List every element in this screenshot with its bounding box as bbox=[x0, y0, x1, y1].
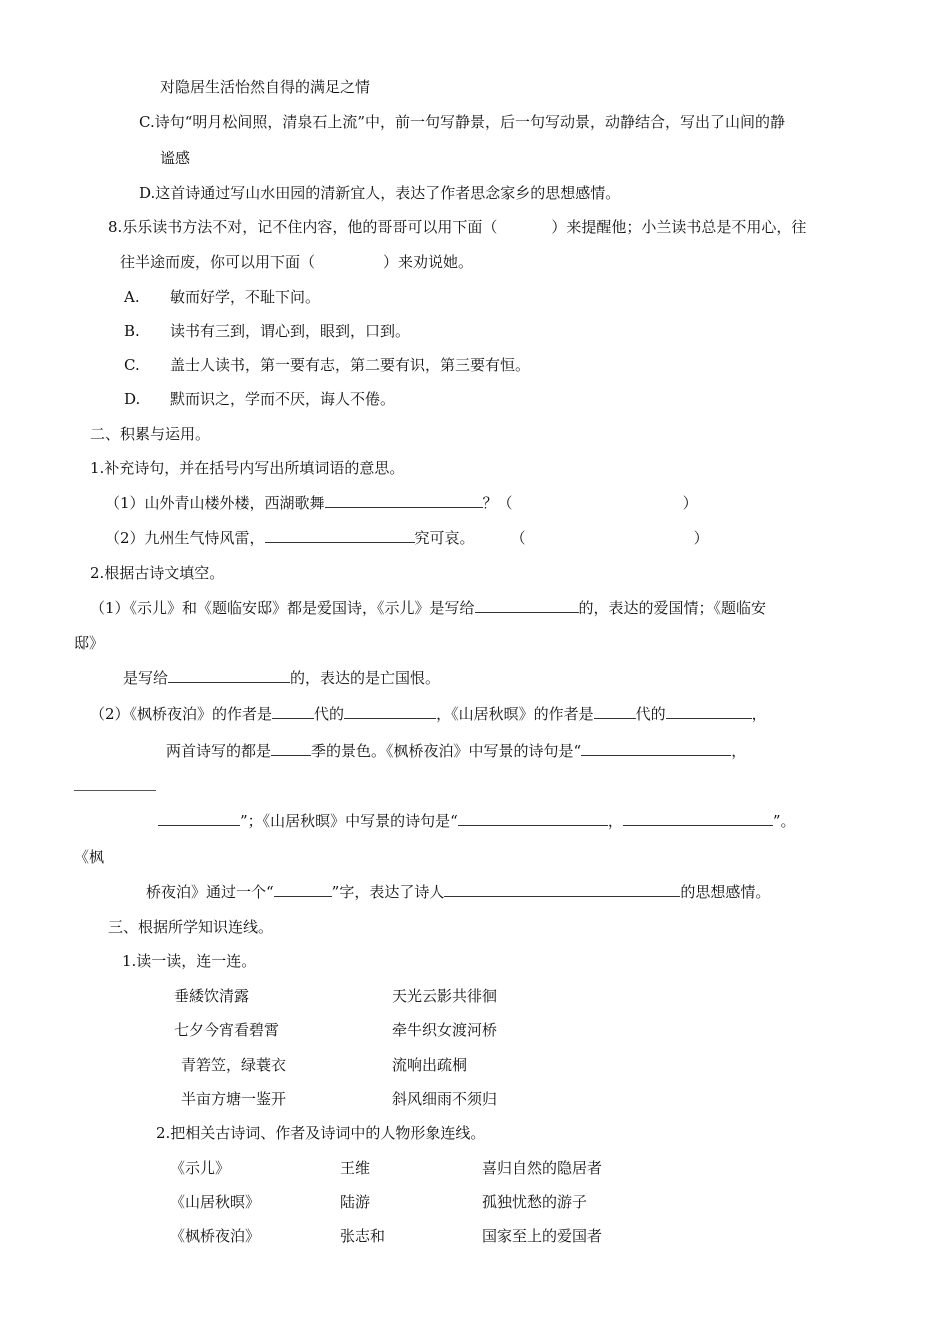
s2-q1-item1-paren-open: ？（ bbox=[482, 494, 513, 512]
s2-q2-p2-blank-3[interactable] bbox=[594, 704, 636, 719]
s2-q2-p4-wrap: 《枫 bbox=[74, 848, 105, 866]
s2-q2-p3-text-1: 两首诗写的都是 bbox=[166, 742, 272, 760]
s3-q2-poem[interactable]: 《山居秋暝》 bbox=[170, 1193, 261, 1211]
option-text: 盖士人读书，第一要有志，第二要有识，第三要有恒。 bbox=[170, 356, 531, 374]
q8-line2-part2: ）来劝说她。 bbox=[383, 253, 474, 271]
s2-q2-p4-blank-3[interactable] bbox=[623, 811, 773, 826]
s2-q2-p5-line bbox=[146, 881, 770, 903]
section-3-heading: 三、根据所学知识连线。 bbox=[108, 918, 274, 936]
q8-line1-part2: ）来提醒他；小兰读书总是不用心，往 bbox=[551, 218, 807, 236]
s2-q2-p4-blank-2[interactable] bbox=[458, 811, 608, 826]
s3-q1-right-item[interactable]: 牵牛织女渡河桥 bbox=[392, 1021, 498, 1039]
s2-q1-item1-paren-close: ） bbox=[682, 494, 698, 512]
s3-q1-left-item[interactable]: 半亩方塘一鉴开 bbox=[181, 1090, 287, 1108]
s2-q2-p1-blank-2[interactable] bbox=[168, 668, 290, 683]
s2-q1-item2-paren-open: （ bbox=[510, 529, 526, 547]
option-text: 读书有三到，谓心到，眼到，口到。 bbox=[170, 322, 411, 340]
s2-q2-p1-text-1: （1）《示儿》和《题临安邸》都是爱国诗，《示儿》是写给 bbox=[90, 599, 475, 617]
s2-q2-p1-blank-1[interactable] bbox=[475, 598, 579, 613]
s2-q1-item2 bbox=[105, 527, 709, 549]
s2-q2-p5-text-3: 的思想感情。 bbox=[680, 883, 771, 901]
s2-q1-item2-paren-close: ） bbox=[693, 529, 709, 547]
s2-q1-item1-blank[interactable] bbox=[325, 493, 483, 508]
section-2-heading: 二、积累与运用。 bbox=[90, 425, 211, 443]
s3-q1-right-item[interactable]: 流响出疏桐 bbox=[392, 1056, 468, 1074]
s3-q2-author[interactable]: 张志和 bbox=[340, 1227, 386, 1245]
s3-q1-title: 1.读一读，连一连。 bbox=[122, 952, 257, 970]
s2-q1-title: 1.补充诗句，并在括号内写出所填词语的意思。 bbox=[90, 459, 405, 477]
s2-q2-p5-text-1: 桥夜泊》通过一个“ bbox=[146, 883, 274, 901]
q8-option-b bbox=[124, 320, 410, 342]
s2-q2-p4-text-1: ”；《山居秋暝》中写景的诗句是“ bbox=[240, 812, 458, 830]
q8-line1 bbox=[108, 216, 806, 238]
q8-line2-part1: 往半途而废，你可以用下面（ bbox=[120, 253, 316, 271]
s2-q2-p1-line2: 邸》 bbox=[74, 634, 105, 652]
s2-q2-p2-line1 bbox=[90, 703, 767, 725]
option-label: D. bbox=[124, 390, 141, 408]
s2-q2-p4-text-2: ， bbox=[607, 812, 623, 830]
s2-q2-p3-text-3: ， bbox=[731, 742, 747, 760]
q8-line1-part1: 8.乐乐读书方法不对，记不住内容，他的哥哥可以用下面（ bbox=[108, 218, 498, 236]
s2-q2-p3-blank-1[interactable] bbox=[271, 741, 311, 756]
q7-option-b-continuation: 对隐居生活怡然自得的满足之情 bbox=[160, 78, 371, 96]
option-label: A. bbox=[124, 288, 140, 306]
s2-q2-p2-text-4: 代的 bbox=[635, 705, 666, 723]
s2-q1-item1-text: （1）山外青山楼外楼，西湖歌舞 bbox=[105, 494, 325, 512]
s3-q1-left-item[interactable]: 垂緌饮清露 bbox=[174, 987, 250, 1005]
s2-q2-p3-blank-2[interactable] bbox=[581, 741, 731, 756]
s3-q2-poem[interactable]: 《枫桥夜泊》 bbox=[170, 1227, 261, 1245]
s2-q1-item2-text: （2）九州生气恃风雷， bbox=[105, 529, 265, 547]
s2-q2-p2-text-3: ，《山居秋暝》的作者是 bbox=[436, 705, 594, 723]
option-text: 默而识之，学而不厌，诲人不倦。 bbox=[170, 390, 396, 408]
q8-option-c bbox=[124, 354, 530, 376]
s2-q2-p4-line bbox=[158, 810, 796, 832]
s2-q1-item2-blank[interactable] bbox=[265, 528, 415, 543]
s2-q2-p2-blank-2[interactable] bbox=[344, 704, 436, 719]
s3-q2-poem[interactable]: 《示儿》 bbox=[170, 1159, 231, 1177]
s2-q1-item2-text-2: 究可哀。 bbox=[414, 529, 475, 547]
s2-q2-p4-text-3: ”。 bbox=[772, 812, 796, 830]
s3-q2-author[interactable]: 王维 bbox=[340, 1159, 371, 1177]
s2-q2-p5-blank-1[interactable] bbox=[274, 882, 332, 897]
q8-line2 bbox=[120, 251, 473, 273]
option-text: 敏而好学，不耻下问。 bbox=[170, 288, 321, 306]
s2-q1-item1 bbox=[105, 492, 698, 514]
q7-option-c-line1: C.诗句“明月松间照，清泉石上流”中，前一句写静景，后一句写动景，动静结合，写出了山间的静 bbox=[139, 113, 786, 131]
q7-option-d: D.这首诗通过写山水田园的清新宜人，表达了作者思念家乡的思想感情。 bbox=[139, 184, 621, 202]
s3-q2-image[interactable]: 国家至上的爱国者 bbox=[482, 1227, 603, 1245]
s2-q2-p2-text-5: ， bbox=[751, 705, 767, 723]
s3-q1-right-item[interactable]: 天光云影共徘徊 bbox=[392, 987, 498, 1005]
q7-option-c-line2: 谧感 bbox=[160, 149, 191, 167]
s2-q2-p3-line bbox=[166, 740, 746, 762]
s2-q2-p2-blank-4[interactable] bbox=[666, 704, 752, 719]
q8-option-d bbox=[124, 388, 395, 410]
s3-q1-left-item[interactable]: 青箬笠，绿蓑衣 bbox=[181, 1056, 287, 1074]
s2-q2-p1-text-3: 是写给 bbox=[123, 669, 169, 687]
s2-q2-p1-line1 bbox=[90, 597, 766, 619]
s2-q2-p2-text-1: （2）《枫桥夜泊》的作者是 bbox=[90, 705, 273, 723]
s2-q2-p5-blank-2[interactable] bbox=[444, 882, 680, 897]
s2-q2-p3-blank-wrap[interactable] bbox=[74, 790, 156, 791]
option-label: B. bbox=[124, 322, 140, 340]
s3-q2-image[interactable]: 孤独忧愁的游子 bbox=[482, 1193, 588, 1211]
s3-q2-title: 2.把相关古诗词、作者及诗词中的人物形象连线。 bbox=[156, 1124, 486, 1142]
s2-q2-p2-text-2: 代的 bbox=[314, 705, 345, 723]
s3-q1-left-item[interactable]: 七夕今宵看碧霄 bbox=[174, 1021, 280, 1039]
s2-q2-title: 2.根据古诗文填空。 bbox=[90, 564, 225, 582]
s2-q2-p1-text-4: 的，表达的是亡国恨。 bbox=[290, 669, 441, 687]
q8-option-a bbox=[124, 286, 320, 308]
s2-q2-p1-line3 bbox=[123, 667, 440, 689]
s2-q2-p1-text-2: 的，表达的爱国情；《题临安 bbox=[578, 599, 767, 617]
s2-q2-p5-text-2: ”字，表达了诗人 bbox=[331, 883, 445, 901]
s3-q1-right-item[interactable]: 斜风细雨不须归 bbox=[392, 1090, 498, 1108]
s3-q2-author[interactable]: 陆游 bbox=[340, 1193, 371, 1211]
s2-q2-p2-blank-1[interactable] bbox=[272, 704, 314, 719]
s3-q2-image[interactable]: 喜归自然的隐居者 bbox=[482, 1159, 603, 1177]
option-label: C. bbox=[124, 356, 140, 374]
s2-q2-p4-blank-1[interactable] bbox=[158, 811, 240, 826]
s2-q2-p3-text-2: 季的景色。《枫桥夜泊》中写景的诗句是“ bbox=[311, 742, 582, 760]
